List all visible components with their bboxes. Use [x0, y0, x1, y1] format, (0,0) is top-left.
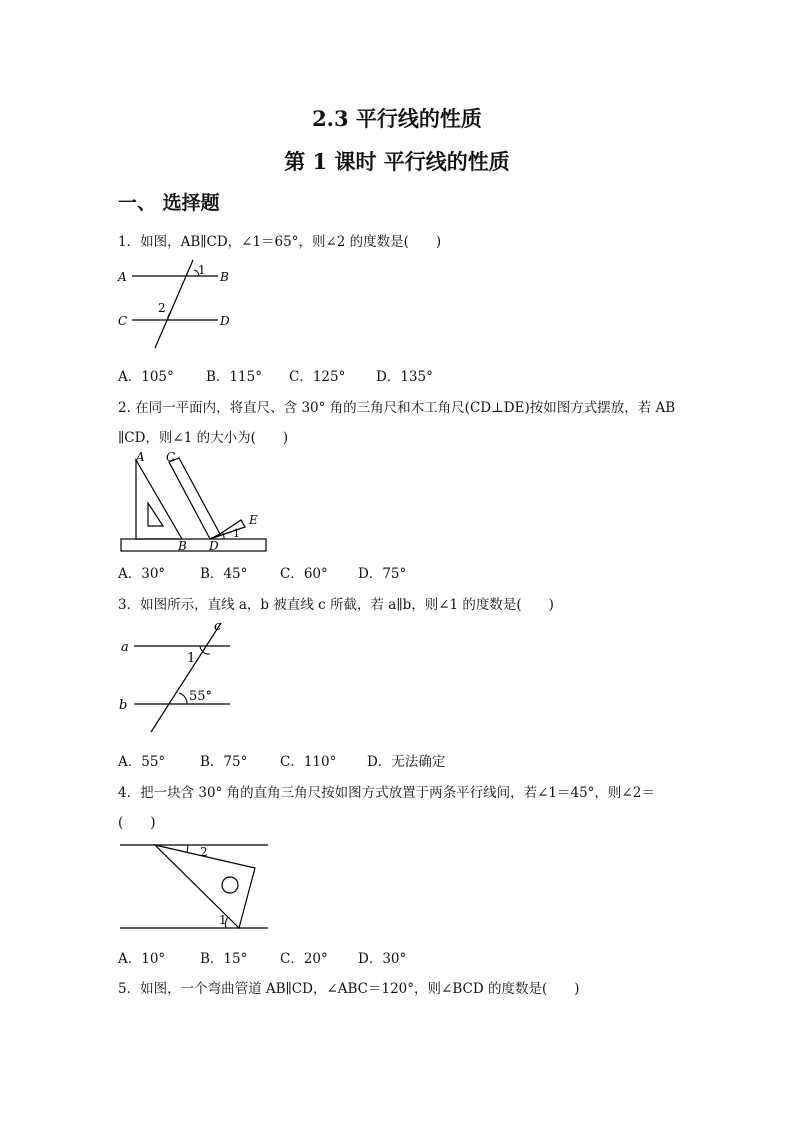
label-angle-2: 2: [158, 301, 166, 315]
option-c[interactable]: C．110°: [280, 754, 337, 770]
label-a: a: [121, 640, 129, 655]
line-c: [151, 623, 221, 732]
option-b[interactable]: B．45°: [200, 566, 248, 582]
option-d[interactable]: D．75°: [358, 566, 407, 582]
question-5-text: 5．如图，一个弯曲管道 AB∥CD，∠ABC＝120°，则∠BCD 的度数是( ): [118, 981, 580, 997]
label-b: B: [220, 270, 229, 284]
option-a[interactable]: A．10°: [118, 951, 166, 967]
question-3-figure: [118, 618, 238, 736]
lesson-title: 第 1 课时 平行线的性质: [284, 149, 510, 174]
question-1-figure: [118, 258, 238, 353]
label-angle-1: 1: [233, 527, 240, 540]
set-square-hole: [148, 503, 163, 526]
option-a[interactable]: A．105°: [118, 369, 174, 385]
label-e: E: [249, 513, 258, 527]
label-b: B: [178, 539, 187, 553]
option-d[interactable]: D．135°: [376, 369, 433, 385]
label-angle-55: 55°: [189, 689, 213, 704]
question-1-text: 1．如图，AB∥CD，∠1＝65°，则∠2 的度数是( ): [118, 234, 442, 250]
option-c[interactable]: C．20°: [280, 951, 328, 967]
question-4-text-line1: 4．把一块含 30° 角的直角三角尺按如图方式放置于两条平行线间，若∠1＝45°，则∠2＝: [118, 785, 655, 801]
question-2-text-line1: 2. 在同一平面内，将直尺、含 30° 角的三角尺和木工角尺(CD⊥DE)按如图方式摆放，若 AB: [118, 400, 676, 416]
label-a: A: [136, 450, 145, 464]
ruler: [121, 539, 266, 551]
label-a: A: [118, 270, 127, 284]
label-d: D: [220, 314, 230, 328]
question-4-text-line2: ( ): [118, 815, 156, 831]
label-c: C: [166, 450, 176, 464]
question-2-figure: [118, 448, 273, 556]
label-angle-2: 2: [200, 845, 208, 859]
option-c[interactable]: C．60°: [280, 566, 328, 582]
label-d: D: [209, 539, 219, 553]
angle-1-arc: [222, 532, 224, 539]
section-heading: 一、 选择题: [118, 192, 220, 214]
option-b[interactable]: B．115°: [206, 369, 262, 385]
option-d[interactable]: D．无法确定: [367, 754, 446, 770]
label-c: C: [118, 314, 128, 328]
angle-2-arc: [168, 313, 171, 320]
option-d[interactable]: D．30°: [358, 951, 407, 967]
set-square: [136, 460, 182, 539]
option-a[interactable]: A．55°: [118, 754, 166, 770]
label-angle-1: 1: [198, 263, 206, 277]
label-b: b: [119, 698, 128, 713]
carpenter-square-long-arm: [169, 458, 220, 539]
label-angle-1: 1: [187, 651, 196, 666]
angle-2-arc: [187, 845, 188, 852]
angle-55-arc: [179, 693, 187, 704]
option-b[interactable]: B．75°: [200, 754, 248, 770]
label-angle-1: 1: [219, 913, 227, 927]
triangle-hole: [222, 877, 238, 893]
option-a[interactable]: A．30°: [118, 566, 166, 582]
document-title: 2.3 平行线的性质: [312, 106, 482, 131]
question-2-text-line2: ∥CD，则∠1 的大小为( ): [118, 430, 289, 446]
option-b[interactable]: B．15°: [200, 951, 248, 967]
label-c: c: [214, 619, 222, 634]
option-c[interactable]: C．125°: [289, 369, 346, 385]
question-4-figure: [118, 840, 273, 935]
question-3-text: 3．如图所示，直线 a，b 被直线 c 所截，若 a∥b，则∠1 的度数是( ): [118, 597, 554, 613]
